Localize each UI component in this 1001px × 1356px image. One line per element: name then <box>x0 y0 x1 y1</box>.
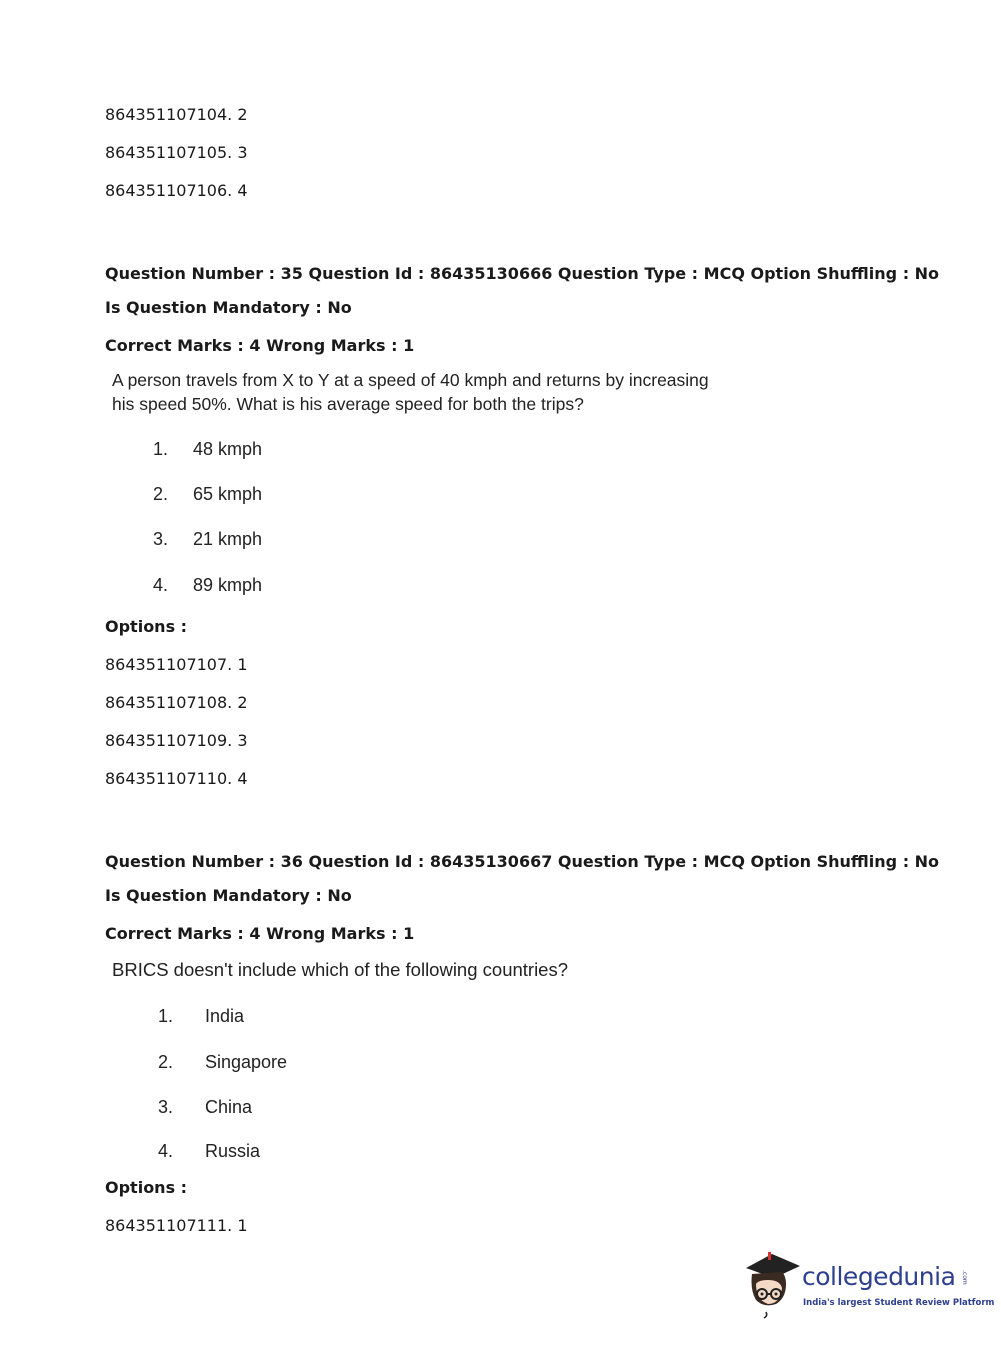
choice-label: 89 kmph <box>193 575 263 595</box>
choice-label: Singapore <box>205 1052 288 1072</box>
choice-number: 2. <box>153 484 169 504</box>
option-id-line: 864351107106. 4 <box>105 181 248 200</box>
question-marks: Correct Marks : 4 Wrong Marks : 1 <box>105 336 415 355</box>
choice-label: Russia <box>205 1141 261 1161</box>
question-mandatory: Is Question Mandatory : No <box>105 298 352 317</box>
option-id-line: 864351107105. 3 <box>105 143 248 162</box>
choice-number: 3. <box>158 1097 174 1117</box>
choice-label: 48 kmph <box>193 439 263 459</box>
option-id-line: 864351107109. 3 <box>105 731 248 750</box>
choice-label: 21 kmph <box>193 529 263 549</box>
choice-number: 4. <box>153 575 169 595</box>
answer-choice <box>158 1050 287 1074</box>
question-text-line: A person travels from X to Y at a speed of 40 kmph and returns by increasing <box>112 370 709 390</box>
options-label: Options : <box>105 617 188 636</box>
answer-choice <box>158 1004 244 1028</box>
choice-number: 1. <box>158 1006 174 1026</box>
choice-label: 65 kmph <box>193 484 263 504</box>
option-id-line: 864351107108. 2 <box>105 693 248 712</box>
logo-wordmark: collegedunia <box>802 1262 956 1291</box>
choice-number: 2. <box>158 1052 174 1072</box>
answer-choice <box>158 1139 260 1163</box>
choice-label: India <box>205 1006 245 1026</box>
options-label: Options : <box>105 1178 188 1197</box>
choice-number: 3. <box>153 529 169 549</box>
option-id-line: 864351107111. 1 <box>105 1216 248 1235</box>
answer-choice <box>153 573 262 597</box>
answer-choice <box>153 482 262 506</box>
option-id-line: 864351107110. 4 <box>105 769 248 788</box>
collegedunia-logo <box>742 1250 995 1320</box>
logo-suffix: .com <box>961 1270 968 1285</box>
question-text-line: his speed 50%. What is his average speed for both the trips? <box>112 394 584 414</box>
question-mandatory: Is Question Mandatory : No <box>105 886 352 905</box>
answer-choice <box>153 527 262 551</box>
choice-number: 1. <box>153 439 169 459</box>
option-id-line: 864351107107. 1 <box>105 655 248 674</box>
question-marks: Correct Marks : 4 Wrong Marks : 1 <box>105 924 415 943</box>
logo-tagline: India's largest Student Review Platform <box>803 1298 995 1308</box>
answer-choice <box>153 437 262 461</box>
question-text-line: BRICS doesn't include which of the following countries? <box>112 959 569 980</box>
question-header: Question Number : 36 Question Id : 86435130667 Question Type : MCQ Option Shuffling : No <box>105 852 940 871</box>
student-mascot-icon <box>742 1250 802 1320</box>
option-id-line: 864351107104. 2 <box>105 105 248 124</box>
choice-number: 4. <box>158 1141 174 1161</box>
question-header: Question Number : 35 Question Id : 86435130666 Question Type : MCQ Option Shuffling : No <box>105 264 940 283</box>
choice-label: China <box>205 1097 253 1117</box>
answer-choice <box>158 1095 252 1119</box>
